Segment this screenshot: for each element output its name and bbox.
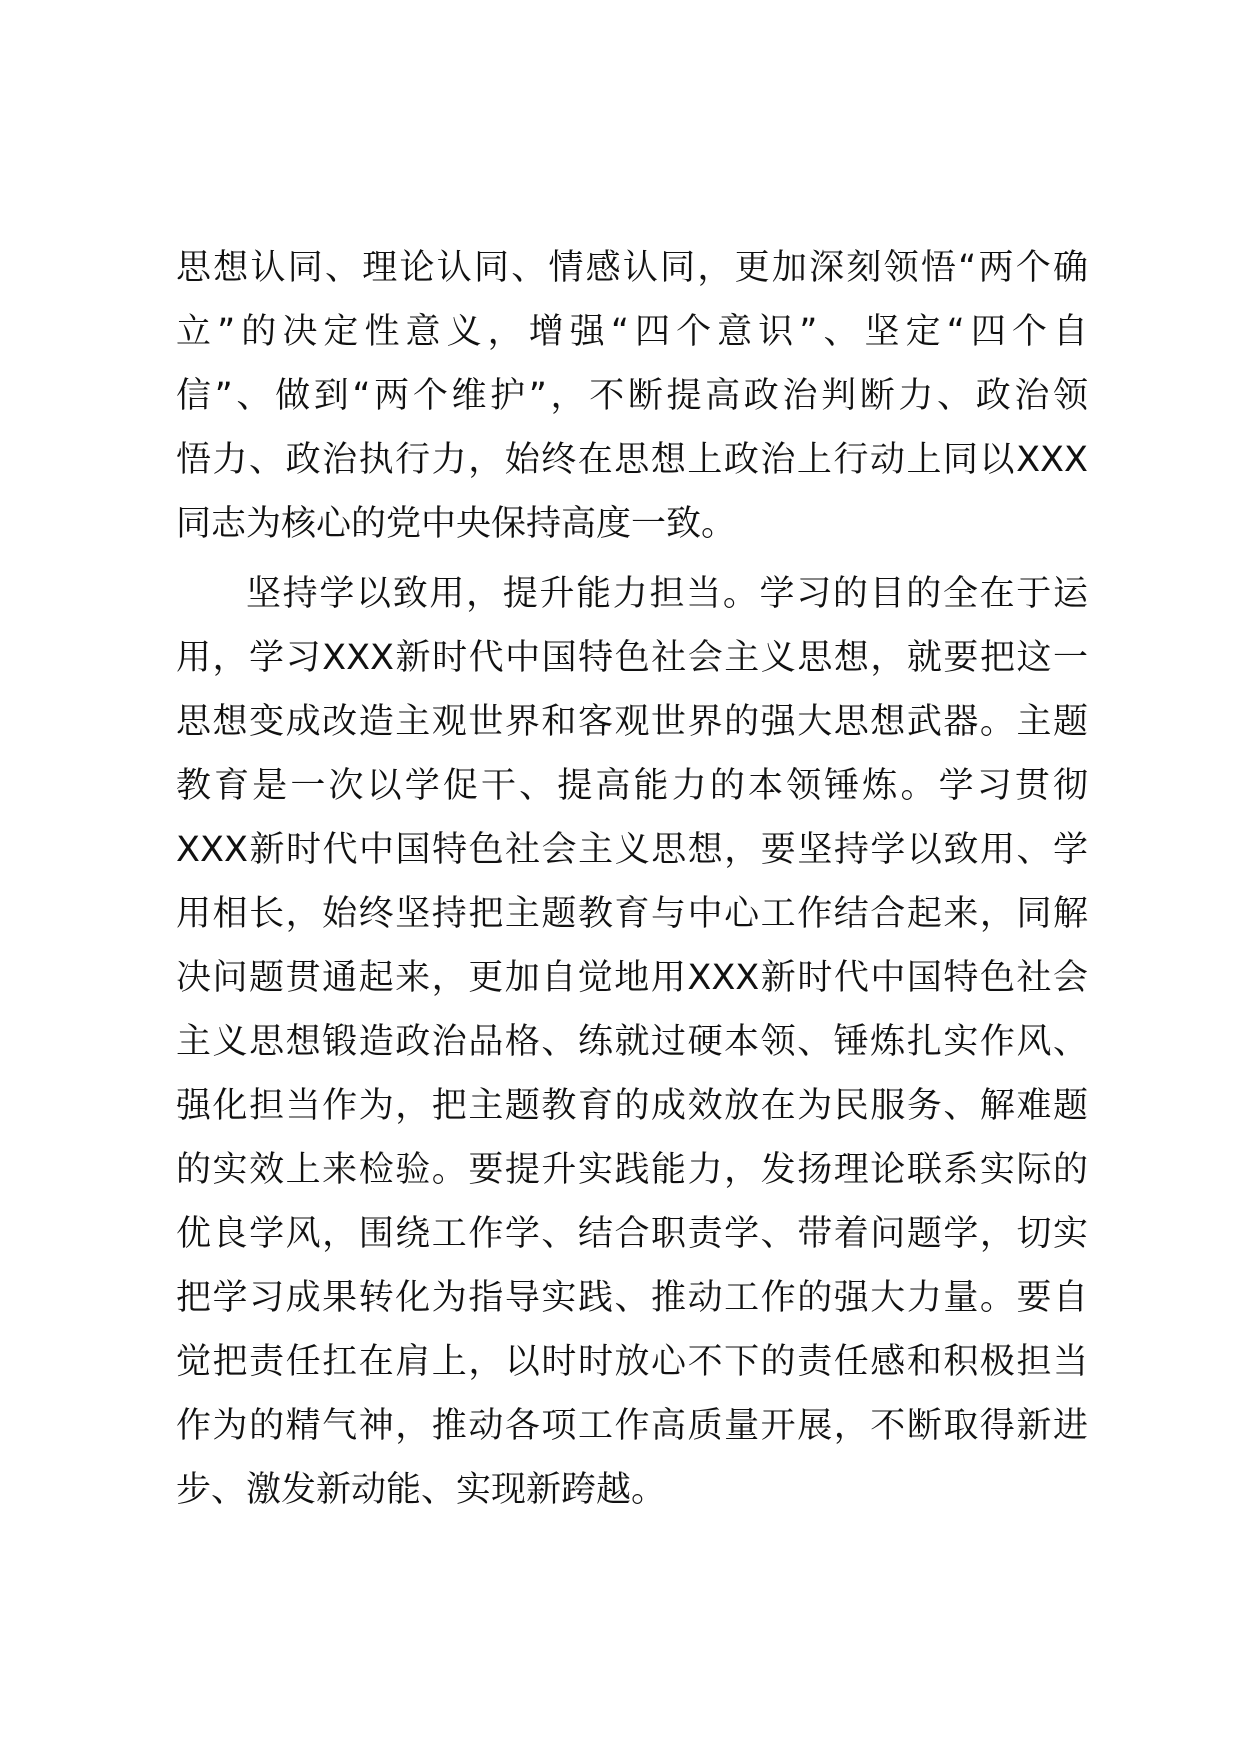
- text-line: 思想认同、理论认同、情感认同，更加深刻领悟“两个确: [176, 248, 1088, 288]
- text-line: 步、激发新动能、实现新跨越。: [176, 1470, 667, 1510]
- text-line: 决问题贯通起来，更加自觉地用XXX新时代中国特色社会: [176, 958, 1088, 998]
- text-line: XXX新时代中国特色社会主义思想，要坚持学以致用、学: [176, 830, 1088, 870]
- text-line: 思想变成改造主观世界和客观世界的强大思想武器。主题: [176, 702, 1088, 742]
- text-line: 教育是一次以学促干、提高能力的本领锤炼。学习贯彻: [176, 766, 1088, 806]
- text-line: 的实效上来检验。要提升实践能力，发扬理论联系实际的: [176, 1150, 1088, 1190]
- text-line: 作为的精气神，推动各项工作高质量开展，不断取得新进: [176, 1406, 1088, 1446]
- text-line: 用，学习XXX新时代中国特色社会主义思想，就要把这一: [176, 638, 1088, 678]
- text-line: 优良学风，围绕工作学、结合职责学、带着问题学，切实: [176, 1214, 1088, 1254]
- body-text: [176, 236, 1088, 1522]
- text-line: 坚持学以致用，提升能力担当。学习的目的全在于运: [246, 574, 1088, 614]
- text-line: 同志为核心的党中央保持高度一致。: [176, 504, 737, 544]
- text-line: 悟力、政治执行力，始终在思想上政治上行动上同以XXX: [176, 440, 1088, 480]
- text-line: 主义思想锻造政治品格、练就过硬本领、锤炼扎实作风、: [176, 1022, 1088, 1062]
- text-line: 觉把责任扛在肩上，以时时放心不下的责任感和积极担当: [176, 1342, 1088, 1382]
- text-line: 用相长，始终坚持把主题教育与中心工作结合起来，同解: [176, 894, 1088, 934]
- paragraph-1: [176, 236, 1088, 556]
- text-line: 强化担当作为，把主题教育的成效放在为民服务、解难题: [176, 1086, 1088, 1126]
- text-line: 把学习成果转化为指导实践、推动工作的强大力量。要自: [176, 1278, 1088, 1318]
- text-line: 立”的决定性意义，增强“四个意识”、坚定“四个自: [176, 312, 1088, 352]
- paragraph-2: [176, 562, 1088, 1522]
- text-line: 信”、做到“两个维护”，不断提高政治判断力、政治领: [176, 376, 1088, 416]
